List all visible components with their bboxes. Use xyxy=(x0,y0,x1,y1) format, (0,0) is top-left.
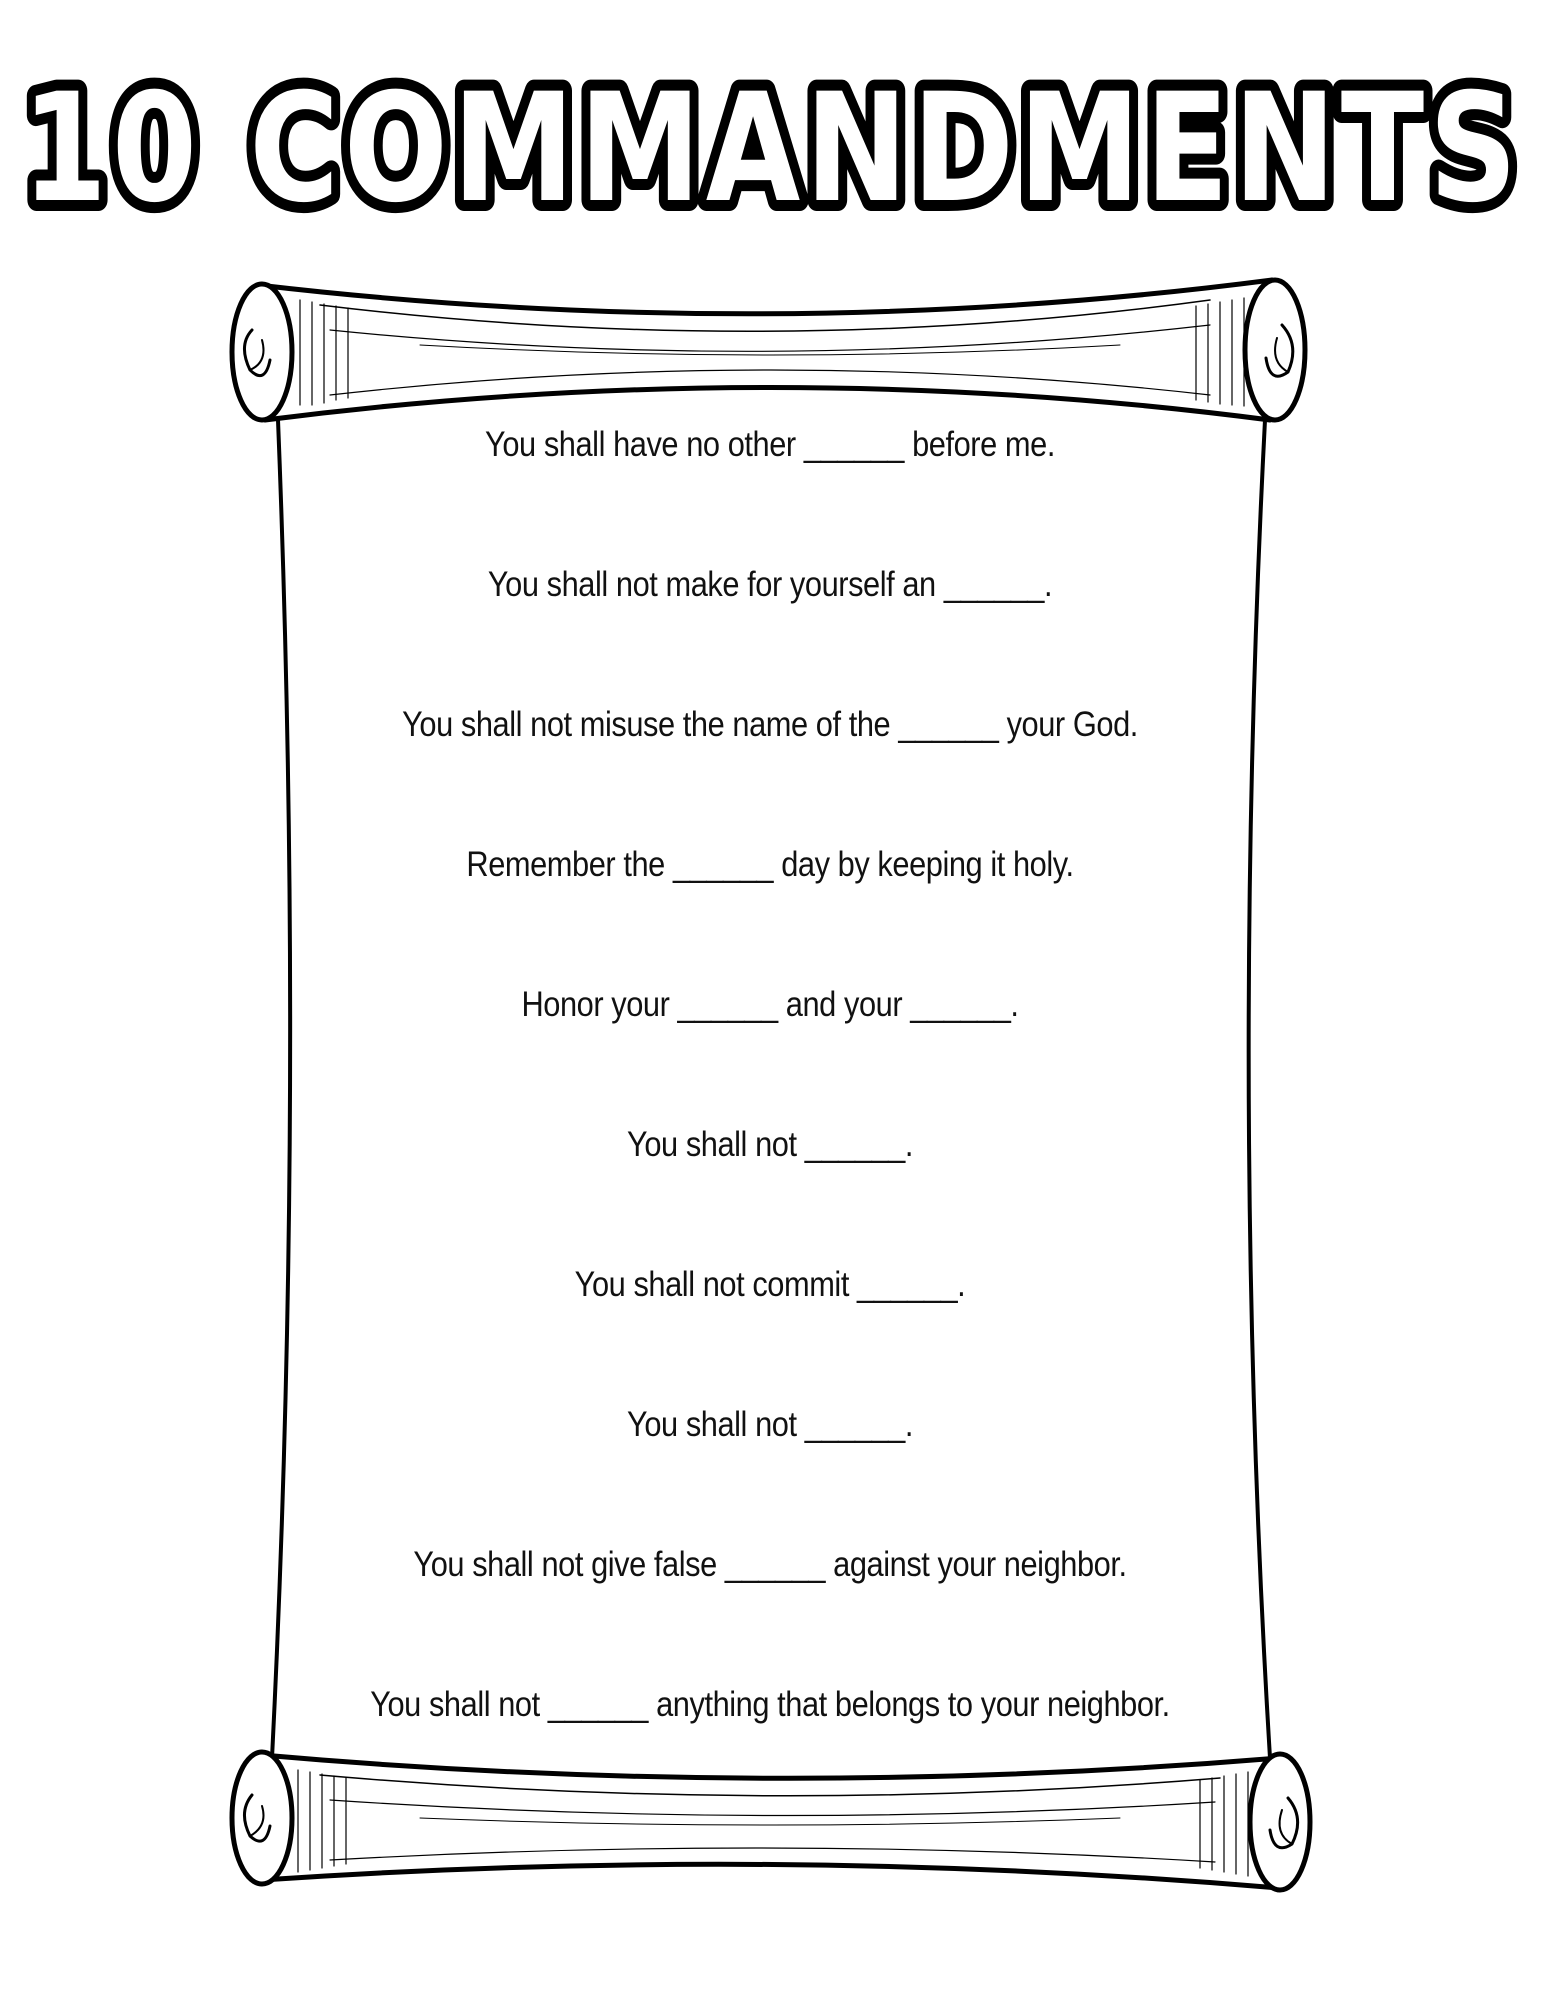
title-outline: 10 COMMANDMENTS xyxy=(22,62,1522,236)
commandment-4: Remember the ______ day by keeping it holy. xyxy=(466,845,1074,884)
commandment-2: You shall not make for yourself an ______. xyxy=(487,565,1053,604)
title-fill: 10 COMMANDMENTS xyxy=(22,62,1522,236)
commandment-10: You shall not ______ anything that belongs to your neighbor. xyxy=(370,1685,1170,1724)
commandment-6: You shall not ______. xyxy=(627,1125,913,1164)
commandment-8: You shall not ______. xyxy=(627,1405,913,1444)
commandments-list xyxy=(270,395,1270,1795)
commandment-1: You shall have no other ______ before me. xyxy=(485,425,1055,464)
commandment-7: You shall not commit ______. xyxy=(574,1265,966,1304)
commandment-5: Honor your ______ and your ______. xyxy=(521,985,1019,1024)
commandment-3: You shall not misuse the name of the ______ your God. xyxy=(402,705,1138,744)
commandment-9: You shall not give false ______ against your neighbor. xyxy=(413,1545,1127,1584)
